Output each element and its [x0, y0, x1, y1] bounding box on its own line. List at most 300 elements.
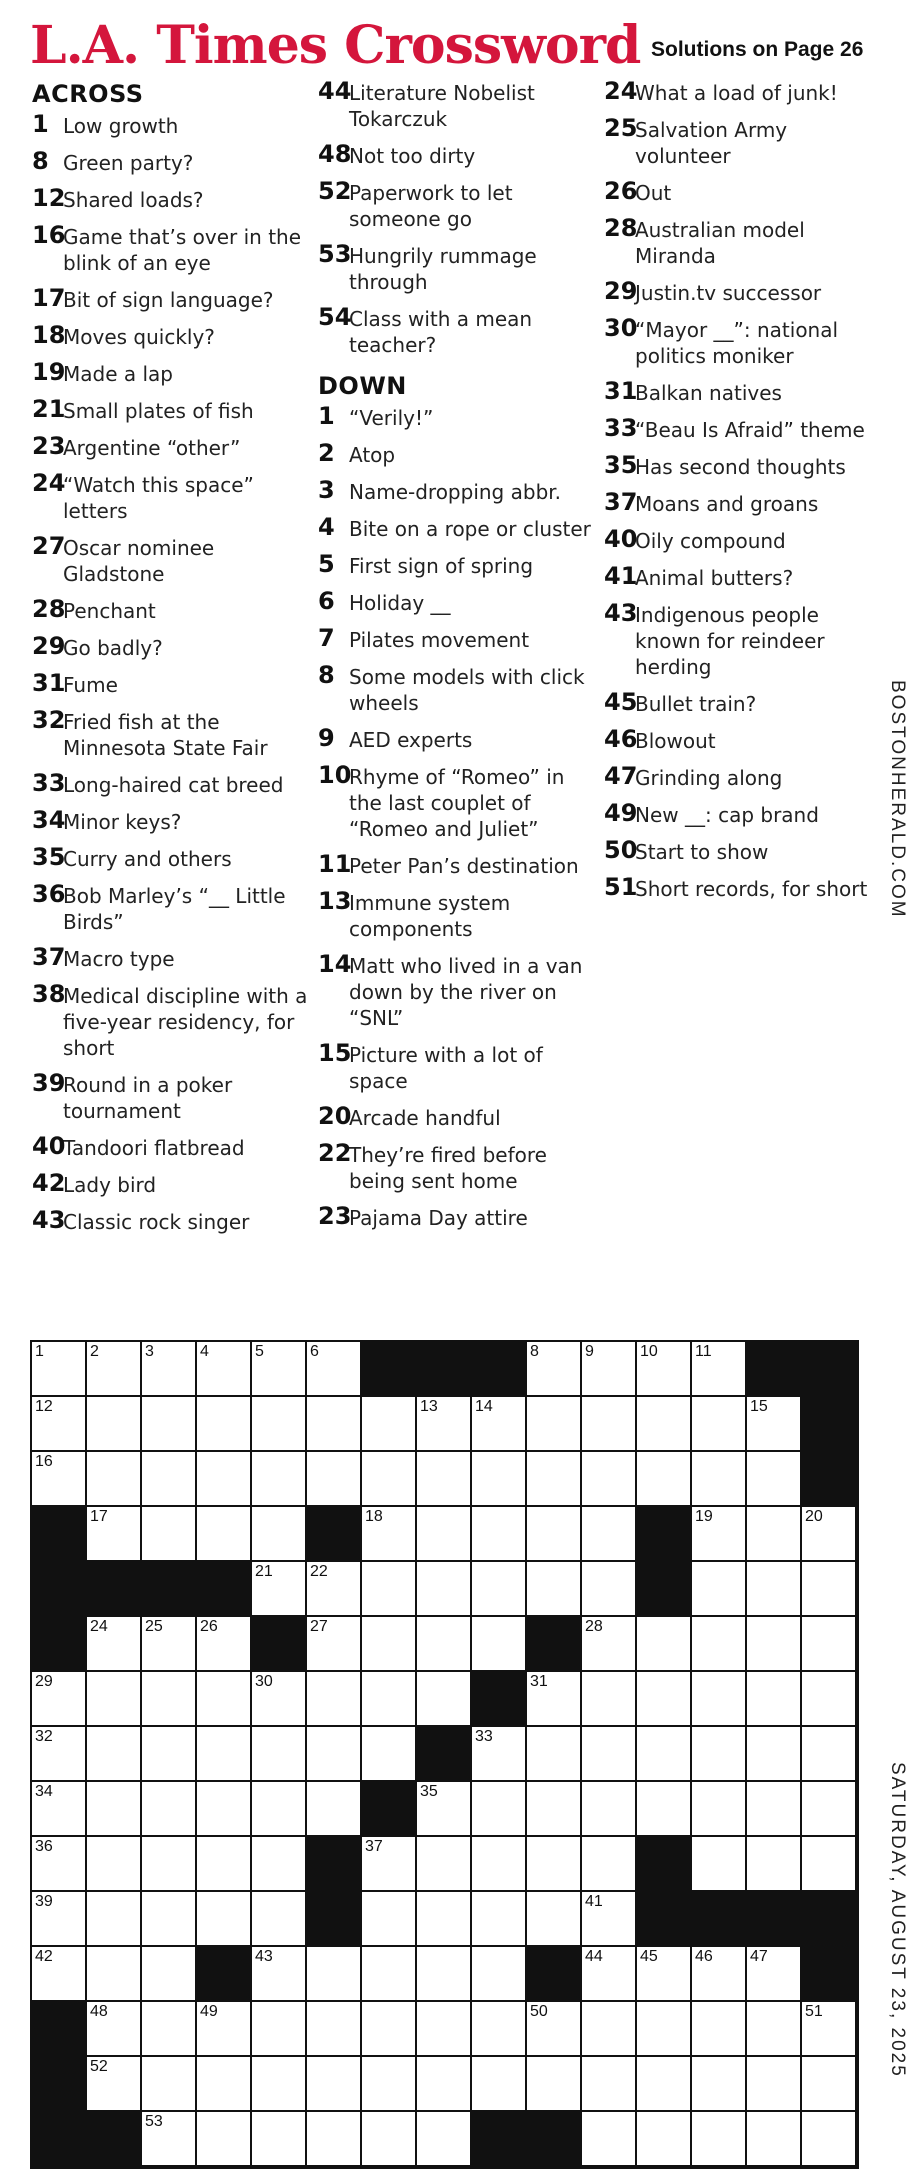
grid-cell[interactable]: [582, 1947, 635, 2000]
grid-cell[interactable]: [582, 1507, 635, 1560]
grid-cell[interactable]: [582, 2112, 635, 2165]
grid-cell[interactable]: [527, 2057, 580, 2110]
grid-cell[interactable]: [87, 1892, 140, 1945]
clue-text: Rhyme of “Romeo” in the last couplet of “Romeo and Juliet”: [349, 765, 565, 841]
clue-text: Immune system components: [349, 891, 511, 941]
clue-number: 34: [32, 806, 66, 834]
cell-number: 35: [420, 1783, 438, 1800]
grid-cell[interactable]: [747, 1562, 800, 1615]
grid-cell[interactable]: [32, 1947, 85, 2000]
grid-cell[interactable]: [142, 1342, 195, 1395]
page-title: L.A. Times Crossword: [30, 15, 641, 76]
grid-block: [142, 1562, 195, 1615]
grid-cell[interactable]: [692, 1782, 745, 1835]
grid-cell[interactable]: [747, 2002, 800, 2055]
grid-cell[interactable]: [197, 1617, 250, 1670]
grid-cell[interactable]: [527, 1782, 580, 1835]
grid-cell[interactable]: [32, 1837, 85, 1890]
across-clue: [32, 769, 315, 798]
grid-cell[interactable]: [32, 1727, 85, 1780]
cell-number: 6: [310, 1343, 319, 1360]
grid-cell[interactable]: [527, 1507, 580, 1560]
clue-text: “Watch this space” letters: [63, 473, 254, 523]
grid-cell[interactable]: [472, 1397, 525, 1450]
across-clue: [318, 240, 601, 295]
grid-cell[interactable]: [362, 1672, 415, 1725]
grid-cell[interactable]: [637, 1947, 690, 2000]
clue-number: 35: [32, 843, 66, 871]
grid-block: [87, 2112, 140, 2165]
down-clue: [318, 439, 601, 468]
grid-cell[interactable]: [692, 1947, 745, 2000]
grid-cell[interactable]: [252, 1892, 305, 1945]
grid-cell[interactable]: [362, 1727, 415, 1780]
grid-cell[interactable]: [582, 1837, 635, 1890]
grid-cell[interactable]: [307, 1562, 360, 1615]
clue-number: 32: [32, 706, 66, 734]
grid-cell[interactable]: [87, 1672, 140, 1725]
grid-cell[interactable]: [692, 1672, 745, 1725]
cell-number: 25: [145, 1618, 163, 1635]
clue-text: Balkan natives: [635, 381, 782, 405]
grid-cell[interactable]: [197, 1782, 250, 1835]
grid-cell[interactable]: [362, 1617, 415, 1670]
grid-cell[interactable]: [142, 2112, 195, 2165]
grid-cell[interactable]: [527, 1672, 580, 1725]
grid-block: [527, 1617, 580, 1670]
grid-block: [802, 1892, 855, 1945]
grid-cell[interactable]: [307, 1727, 360, 1780]
grid-cell[interactable]: [582, 1727, 635, 1780]
down-clue: [318, 513, 601, 542]
grid-cell[interactable]: [417, 1397, 470, 1450]
clue-text: Oscar nominee Gladstone: [63, 536, 215, 586]
grid-cell[interactable]: [87, 1782, 140, 1835]
across-clue: [32, 706, 315, 761]
grid-cell[interactable]: [802, 2057, 855, 2110]
clue-column-3: [604, 77, 887, 913]
grid-cell[interactable]: [692, 1452, 745, 1505]
grid-cell[interactable]: [252, 1397, 305, 1450]
grid-cell[interactable]: [362, 1837, 415, 1890]
grid-cell[interactable]: [362, 2057, 415, 2110]
clue-number: 14: [318, 950, 352, 978]
grid-cell[interactable]: [692, 1727, 745, 1780]
grid-cell[interactable]: [582, 2057, 635, 2110]
cell-number: 51: [805, 2003, 823, 2020]
grid-cell[interactable]: [252, 1672, 305, 1725]
grid-cell[interactable]: [252, 2002, 305, 2055]
grid-cell[interactable]: [747, 1672, 800, 1725]
grid-block: [527, 1947, 580, 2000]
grid-cell[interactable]: [142, 1397, 195, 1450]
crossword-grid: [30, 1340, 859, 2169]
grid-cell[interactable]: [802, 1617, 855, 1670]
grid-cell[interactable]: [472, 1727, 525, 1780]
across-clue: [32, 284, 315, 313]
grid-cell[interactable]: [417, 2002, 470, 2055]
grid-cell[interactable]: [307, 2002, 360, 2055]
grid-cell[interactable]: [527, 2002, 580, 2055]
clue-text: Tandoori flatbread: [63, 1136, 245, 1160]
grid-cell[interactable]: [252, 1342, 305, 1395]
grid-cell[interactable]: [527, 1727, 580, 1780]
grid-cell[interactable]: [417, 1892, 470, 1945]
grid-cell[interactable]: [252, 1837, 305, 1890]
clue-number: 54: [318, 303, 352, 331]
grid-cell[interactable]: [417, 1782, 470, 1835]
down-clue: [318, 476, 601, 505]
grid-cell[interactable]: [142, 2057, 195, 2110]
grid-cell[interactable]: [472, 1892, 525, 1945]
cell-number: 16: [35, 1453, 53, 1470]
cell-number: 31: [530, 1673, 548, 1690]
grid-cell[interactable]: [692, 1342, 745, 1395]
grid-cell[interactable]: [32, 1782, 85, 1835]
grid-cell[interactable]: [362, 1562, 415, 1615]
grid-cell[interactable]: [87, 2057, 140, 2110]
down-clue: [318, 1102, 601, 1131]
grid-cell[interactable]: [417, 1947, 470, 2000]
grid-cell[interactable]: [362, 2002, 415, 2055]
clue-text: Fume: [63, 673, 118, 697]
cell-number: 36: [35, 1838, 53, 1855]
grid-block: [197, 1947, 250, 2000]
clue-number: 15: [318, 1039, 352, 1067]
grid-cell[interactable]: [362, 1892, 415, 1945]
grid-cell[interactable]: [362, 2112, 415, 2165]
grid-cell[interactable]: [252, 2057, 305, 2110]
down-clue: [318, 624, 601, 653]
grid-cell[interactable]: [582, 1452, 635, 1505]
grid-cell[interactable]: [692, 1837, 745, 1890]
grid-cell[interactable]: [87, 1397, 140, 1450]
across-clue: [32, 843, 315, 872]
grid-cell[interactable]: [417, 2112, 470, 2165]
clue-number: 21: [32, 395, 66, 423]
grid-cell[interactable]: [197, 2112, 250, 2165]
grid-cell[interactable]: [142, 1837, 195, 1890]
grid-cell[interactable]: [527, 1562, 580, 1615]
grid-cell[interactable]: [637, 1397, 690, 1450]
grid-cell[interactable]: [582, 1342, 635, 1395]
clue-text: Low growth: [63, 114, 179, 138]
grid-cell[interactable]: [582, 1562, 635, 1615]
grid-cell[interactable]: [307, 2112, 360, 2165]
clue-number: 9: [318, 724, 335, 752]
down-clue: [604, 314, 887, 369]
clue-number: 20: [318, 1102, 352, 1130]
across-clue: [32, 532, 315, 587]
grid-cell[interactable]: [527, 1837, 580, 1890]
grid-block: [527, 2112, 580, 2165]
grid-cell[interactable]: [637, 2002, 690, 2055]
clue-number: 1: [32, 110, 49, 138]
grid-cell[interactable]: [747, 1507, 800, 1560]
grid-cell[interactable]: [802, 1727, 855, 1780]
grid-cell[interactable]: [32, 1452, 85, 1505]
grid-cell[interactable]: [307, 1452, 360, 1505]
clue-text: Round in a poker tournament: [63, 1073, 233, 1123]
grid-cell[interactable]: [747, 1617, 800, 1670]
down-clue: [604, 799, 887, 828]
grid-cell[interactable]: [87, 1727, 140, 1780]
cell-number: 33: [475, 1728, 493, 1745]
down-heading: DOWN: [318, 372, 407, 400]
clue-number: 11: [318, 850, 352, 878]
grid-cell[interactable]: [582, 1397, 635, 1450]
grid-cell[interactable]: [802, 1782, 855, 1835]
clue-text: Bite on a rope or cluster: [349, 517, 591, 541]
clue-number: 12: [32, 184, 66, 212]
grid-cell[interactable]: [417, 1562, 470, 1615]
grid-cell[interactable]: [582, 1617, 635, 1670]
grid-cell[interactable]: [87, 2002, 140, 2055]
clue-text: “Verily!”: [349, 406, 434, 430]
grid-cell[interactable]: [417, 1507, 470, 1560]
grid-cell[interactable]: [527, 1892, 580, 1945]
grid-cell[interactable]: [252, 2112, 305, 2165]
across-clue: [318, 177, 601, 232]
grid-cell[interactable]: [32, 1342, 85, 1395]
grid-cell[interactable]: [802, 1672, 855, 1725]
across-clue: [32, 1132, 315, 1161]
grid-cell[interactable]: [747, 1452, 800, 1505]
grid-cell[interactable]: [802, 2112, 855, 2165]
down-clue: [604, 762, 887, 791]
grid-cell[interactable]: [197, 2057, 250, 2110]
clue-text: Grinding along: [635, 766, 783, 790]
grid-cell[interactable]: [527, 1452, 580, 1505]
grid-cell[interactable]: [802, 1507, 855, 1560]
cell-number: 50: [530, 2003, 548, 2020]
down-clue: [604, 836, 887, 865]
clue-number: 46: [604, 725, 638, 753]
grid-cell[interactable]: [142, 1617, 195, 1670]
grid-cell[interactable]: [252, 1507, 305, 1560]
grid-cell[interactable]: [637, 1782, 690, 1835]
grid-cell[interactable]: [307, 1782, 360, 1835]
grid-cell[interactable]: [527, 1342, 580, 1395]
grid-cell[interactable]: [197, 1727, 250, 1780]
grid-cell[interactable]: [582, 1782, 635, 1835]
grid-cell[interactable]: [747, 1397, 800, 1450]
grid-cell[interactable]: [307, 1617, 360, 1670]
grid-cell[interactable]: [637, 1342, 690, 1395]
grid-cell[interactable]: [252, 1727, 305, 1780]
cell-number: 3: [145, 1343, 154, 1360]
grid-cell[interactable]: [747, 2057, 800, 2110]
grid-cell[interactable]: [747, 1782, 800, 1835]
grid-cell[interactable]: [472, 2057, 525, 2110]
grid-cell[interactable]: [747, 1837, 800, 1890]
grid-cell[interactable]: [142, 1892, 195, 1945]
grid-cell[interactable]: [582, 1672, 635, 1725]
grid-cell[interactable]: [142, 1672, 195, 1725]
clue-number: 27: [32, 532, 66, 560]
grid-cell[interactable]: [747, 2112, 800, 2165]
grid-cell[interactable]: [527, 1397, 580, 1450]
clue-text: Classic rock singer: [63, 1210, 250, 1234]
grid-cell[interactable]: [87, 1507, 140, 1560]
clue-text: Some models with click wheels: [349, 665, 585, 715]
grid-cell[interactable]: [87, 1947, 140, 2000]
grid-cell[interactable]: [802, 2002, 855, 2055]
grid-cell[interactable]: [142, 1727, 195, 1780]
clue-text: Green party?: [63, 151, 194, 175]
grid-cell[interactable]: [142, 2002, 195, 2055]
grid-cell[interactable]: [472, 1562, 525, 1615]
grid-block: [32, 1507, 85, 1560]
clue-text: Bit of sign language?: [63, 288, 274, 312]
grid-cell[interactable]: [142, 1947, 195, 2000]
clue-text: Indigenous people known for reindeer herding: [635, 603, 825, 679]
grid-cell[interactable]: [472, 1837, 525, 1890]
grid-cell[interactable]: [307, 2057, 360, 2110]
clue-number: 31: [32, 669, 66, 697]
clue-number: 45: [604, 688, 638, 716]
grid-cell[interactable]: [582, 1892, 635, 1945]
cell-number: 2: [90, 1343, 99, 1360]
grid-cell[interactable]: [32, 1892, 85, 1945]
grid-cell[interactable]: [637, 2112, 690, 2165]
grid-cell[interactable]: [582, 2002, 635, 2055]
grid-cell[interactable]: [142, 1507, 195, 1560]
grid-cell[interactable]: [252, 1782, 305, 1835]
grid-cell[interactable]: [637, 1617, 690, 1670]
clue-text: Class with a mean teacher?: [349, 307, 533, 357]
grid-cell[interactable]: [417, 2057, 470, 2110]
grid-cell[interactable]: [692, 2057, 745, 2110]
grid-cell[interactable]: [692, 2002, 745, 2055]
down-clue: [318, 1039, 601, 1094]
cell-number: 49: [200, 2003, 218, 2020]
grid-block: [802, 1397, 855, 1450]
cell-number: 13: [420, 1398, 438, 1415]
across-clue: [32, 395, 315, 424]
down-clue: [604, 377, 887, 406]
grid-cell[interactable]: [32, 1672, 85, 1725]
cell-number: 8: [530, 1343, 539, 1360]
grid-block: [362, 1342, 415, 1395]
grid-block: [802, 1452, 855, 1505]
grid-cell[interactable]: [362, 1397, 415, 1450]
grid-cell[interactable]: [197, 1342, 250, 1395]
grid-block: [802, 1947, 855, 2000]
grid-cell[interactable]: [637, 1727, 690, 1780]
grid-block: [637, 1892, 690, 1945]
clue-number: 4: [318, 513, 335, 541]
grid-cell[interactable]: [417, 1672, 470, 1725]
grid-cell[interactable]: [472, 1617, 525, 1670]
grid-cell[interactable]: [692, 1617, 745, 1670]
grid-cell[interactable]: [197, 1672, 250, 1725]
clue-text: Hungrily rummage through: [349, 244, 537, 294]
grid-cell[interactable]: [197, 1837, 250, 1890]
grid-cell[interactable]: [472, 1947, 525, 2000]
clue-text: “Beau Is Afraid” theme: [635, 418, 865, 442]
clue-number: 39: [32, 1069, 66, 1097]
grid-cell[interactable]: [252, 1562, 305, 1615]
cell-number: 19: [695, 1508, 713, 1525]
grid-cell[interactable]: [472, 1507, 525, 1560]
clue-text: Start to show: [635, 840, 769, 864]
clue-number: 28: [32, 595, 66, 623]
clue-number: 23: [32, 432, 66, 460]
grid-cell[interactable]: [692, 1507, 745, 1560]
grid-cell[interactable]: [637, 1452, 690, 1505]
grid-cell[interactable]: [32, 1397, 85, 1450]
clue-number: 40: [604, 525, 638, 553]
clue-number: 24: [32, 469, 66, 497]
grid-cell[interactable]: [362, 1947, 415, 2000]
grid-cell[interactable]: [747, 1727, 800, 1780]
grid-cell[interactable]: [87, 1342, 140, 1395]
cell-number: 10: [640, 1343, 658, 1360]
grid-cell[interactable]: [307, 1342, 360, 1395]
grid-cell[interactable]: [472, 1782, 525, 1835]
grid-cell[interactable]: [197, 1452, 250, 1505]
grid-cell[interactable]: [637, 2057, 690, 2110]
cell-number: 45: [640, 1948, 658, 1965]
grid-cell[interactable]: [307, 1672, 360, 1725]
grid-block: [417, 1727, 470, 1780]
grid-cell[interactable]: [197, 1507, 250, 1560]
grid-cell[interactable]: [692, 2112, 745, 2165]
grid-cell[interactable]: [87, 1617, 140, 1670]
grid-cell[interactable]: [307, 1947, 360, 2000]
clue-number: 22: [318, 1139, 352, 1167]
grid-cell[interactable]: [802, 1562, 855, 1615]
clue-number: 1: [318, 402, 335, 430]
grid-cell[interactable]: [307, 1397, 360, 1450]
grid-cell[interactable]: [197, 2002, 250, 2055]
grid-cell[interactable]: [252, 1452, 305, 1505]
grid-cell[interactable]: [87, 1452, 140, 1505]
grid-cell[interactable]: [417, 1617, 470, 1670]
grid-cell[interactable]: [747, 1947, 800, 2000]
grid-cell[interactable]: [87, 1837, 140, 1890]
down-clue: [318, 1202, 601, 1231]
grid-cell[interactable]: [417, 1452, 470, 1505]
grid-block: [637, 1837, 690, 1890]
across-clue: [32, 147, 315, 176]
grid-cell[interactable]: [362, 1452, 415, 1505]
grid-cell[interactable]: [362, 1507, 415, 1560]
grid-cell[interactable]: [692, 1562, 745, 1615]
grid-block: [417, 1342, 470, 1395]
grid-cell[interactable]: [472, 1452, 525, 1505]
grid-cell[interactable]: [252, 1947, 305, 2000]
clue-number: 31: [604, 377, 638, 405]
grid-cell[interactable]: [417, 1837, 470, 1890]
grid-cell[interactable]: [197, 1397, 250, 1450]
grid-cell[interactable]: [802, 1837, 855, 1890]
grid-cell[interactable]: [692, 1397, 745, 1450]
grid-block: [32, 2002, 85, 2055]
clue-number: 43: [604, 599, 638, 627]
clue-text: Pilates movement: [349, 628, 530, 652]
solutions-note: Solutions on Page 26: [651, 38, 864, 61]
grid-cell[interactable]: [197, 1892, 250, 1945]
clue-number: 50: [604, 836, 638, 864]
grid-cell[interactable]: [472, 2002, 525, 2055]
grid-cell[interactable]: [142, 1782, 195, 1835]
grid-cell[interactable]: [637, 1672, 690, 1725]
across-clue: [32, 1169, 315, 1198]
clue-text: Small plates of fish: [63, 399, 254, 423]
grid-cell[interactable]: [142, 1452, 195, 1505]
